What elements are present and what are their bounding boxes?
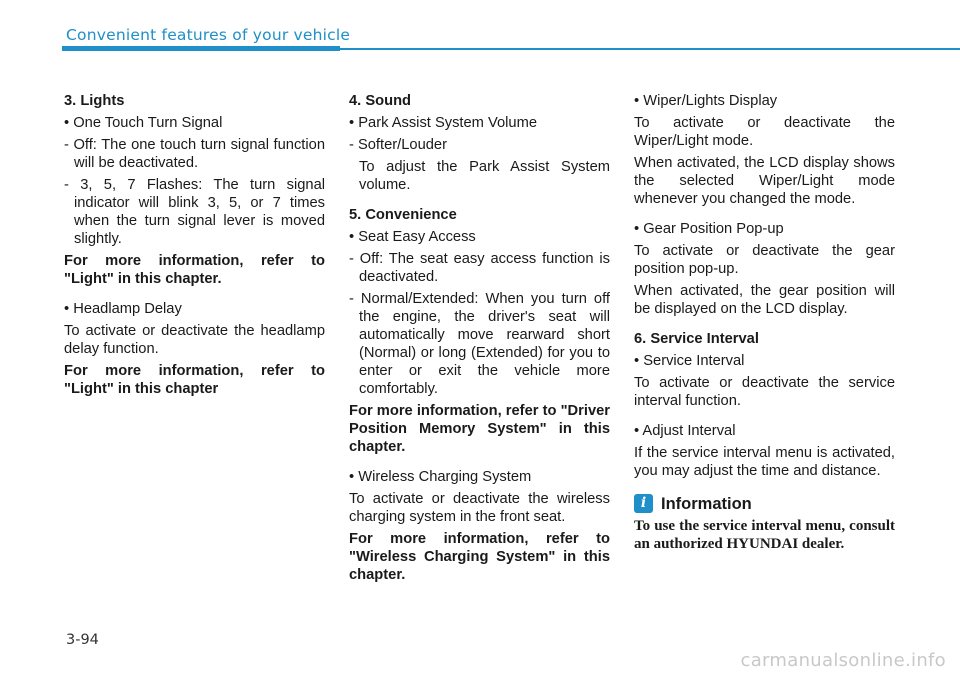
information-heading (634, 494, 895, 513)
bold-paragraph: For more information, refer to "Driver Position Memory System" in this chapter. (349, 403, 610, 455)
column-3 (634, 92, 895, 557)
section-title: Convenient features of your vehicle (66, 26, 351, 44)
paragraph: When activated, the LCD display shows the selected Wiper/Light mode whenever you changed the mode. (634, 155, 895, 207)
column-2 (349, 92, 610, 588)
paragraph: To activate or deactivate the Wiper/Light mode. (634, 115, 895, 149)
paragraph: - Off: The seat easy access function is deactivated. (349, 251, 610, 285)
paragraph: - Normal/Extended: When you turn off the engine, the driver's seat will automatically move rearward short (Normal) or long (Extended) for you to enter or exit the vehicle more comfortably. (349, 291, 610, 397)
bold-paragraph: 5. Convenience (349, 207, 457, 223)
bold-paragraph: 3. Lights (64, 93, 125, 109)
bold-paragraph: 6. Service Interval (634, 331, 759, 347)
column-1 (64, 92, 325, 402)
paragraph: • Seat Easy Access (349, 229, 476, 245)
paragraph: - Softer/Louder (349, 137, 447, 153)
paragraph: • Service Interval (634, 353, 745, 369)
paragraph: - 3, 5, 7 Flashes: The turn signal indicator will blink 3, 5, or 7 times when the turn signal lever is moved slightly. (64, 177, 325, 247)
paragraph: To activate or deactivate the headlamp delay function. (64, 323, 325, 357)
paragraph: • One Touch Turn Signal (64, 115, 223, 131)
paragraph: To activate or deactivate the wireless charging system in the front seat. (349, 491, 610, 525)
paragraph: To activate or deactivate the gear position pop-up. (634, 243, 895, 277)
paragraph: • Headlamp Delay (64, 301, 182, 317)
bold-paragraph: For more information, refer to "Light" in this chapter. (64, 253, 325, 287)
information-text: To use the service interval menu, consult an authorized HYUNDAI dealer. (634, 518, 895, 552)
paragraph: • Park Assist System Volume (349, 115, 537, 131)
watermark: carmanualsonline.info (740, 650, 946, 671)
paragraph: When activated, the gear position will be displayed on the LCD display. (634, 283, 895, 317)
paragraph: If the service interval menu is activated, you may adjust the time and distance. (634, 445, 895, 479)
paragraph: • Gear Position Pop-up (634, 221, 784, 237)
paragraph: - Off: The one touch turn signal function will be deactivated. (64, 137, 325, 171)
header-accent-bar (62, 46, 340, 51)
header-rule (340, 48, 960, 50)
paragraph: • Adjust Interval (634, 423, 736, 439)
paragraph: • Wireless Charging System (349, 469, 532, 485)
information-title: Information (661, 494, 752, 513)
bold-paragraph: For more information, refer to "Wireless Charging System" in this chapter. (349, 531, 610, 583)
bold-paragraph: For more information, refer to "Light" in this chapter (64, 363, 325, 397)
paragraph: • Wiper/Lights Display (634, 93, 778, 109)
paragraph: To activate or deactivate the service interval function. (634, 375, 895, 409)
page-number: 3-94 (66, 632, 99, 648)
bold-paragraph: 4. Sound (349, 93, 412, 109)
paragraph: To adjust the Park Assist System volume. (359, 159, 610, 193)
information-icon: i (634, 494, 653, 513)
